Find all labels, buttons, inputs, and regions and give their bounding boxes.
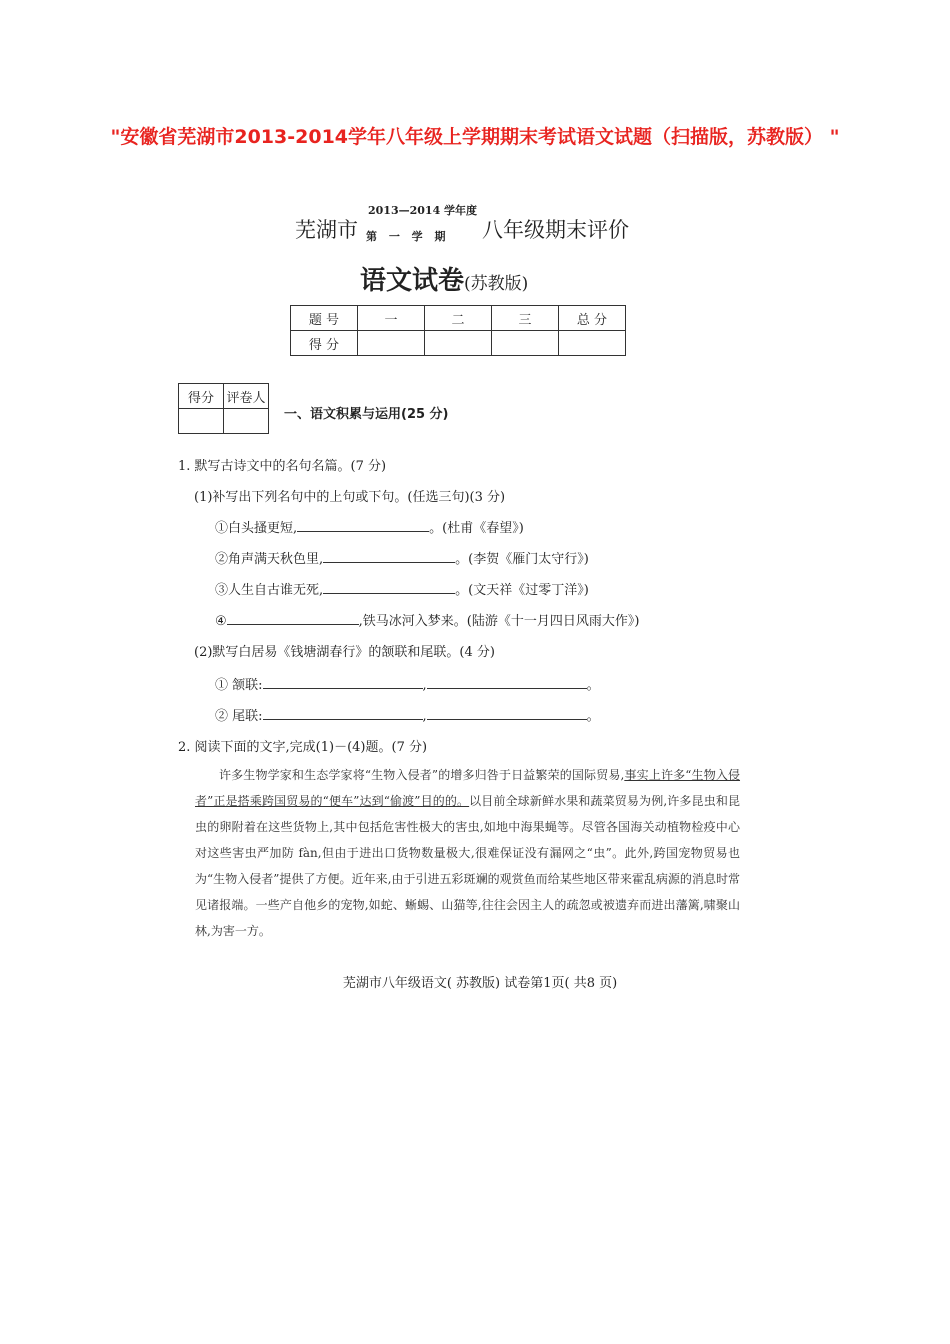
answer-blank[interactable] bbox=[297, 519, 429, 532]
answer-blank[interactable] bbox=[263, 707, 423, 720]
list-item: ③人生自古谁无死, 。(文天祥《过零丁洋》) bbox=[215, 583, 589, 598]
answer-blank[interactable] bbox=[263, 676, 423, 689]
list-item: ② 尾联: , 。 bbox=[215, 709, 600, 724]
table-cell bbox=[224, 409, 269, 434]
table-cell: 得 分 bbox=[291, 331, 358, 356]
paper-title: 语文试卷(苏教版) bbox=[360, 266, 529, 296]
table-row bbox=[179, 409, 269, 434]
table-cell: 二 bbox=[425, 306, 492, 331]
page-footer: 芜湖市八年级语文( 苏教版) 试卷第1页( 共8 页) bbox=[342, 976, 618, 991]
q1-sub2: (2)默写白居易《钱塘湖春行》的颔联和尾联。(4 分) bbox=[194, 645, 495, 660]
table-cell: 总 分 bbox=[559, 306, 626, 331]
answer-blank[interactable] bbox=[227, 612, 359, 625]
answer-blank[interactable] bbox=[427, 676, 587, 689]
q1-sub1: (1)补写出下列名句中的上句或下句。(任选三句)(3 分) bbox=[194, 490, 506, 505]
answer-blank[interactable] bbox=[427, 707, 587, 720]
table-cell bbox=[559, 331, 626, 356]
list-item: ②角声满天秋色里, 。(李贺《雁门太守行》) bbox=[215, 552, 589, 567]
scanned-exam-page bbox=[160, 190, 800, 1005]
table-cell: 一 bbox=[358, 306, 425, 331]
header-year: 2013—2014 学年度 bbox=[368, 204, 478, 217]
answer-blank[interactable] bbox=[323, 581, 455, 594]
table-cell: 得分 bbox=[179, 384, 224, 409]
table-cell: 题 号 bbox=[291, 306, 358, 331]
table-cell: 评卷人 bbox=[224, 384, 269, 409]
answer-blank[interactable] bbox=[323, 550, 455, 563]
table-row bbox=[291, 331, 626, 356]
grader-table bbox=[178, 383, 269, 434]
reading-passage bbox=[195, 762, 740, 944]
table-cell: 三 bbox=[492, 306, 559, 331]
table-cell bbox=[179, 409, 224, 434]
paper-edition: (苏教版) bbox=[464, 274, 529, 294]
table-row bbox=[179, 384, 269, 409]
header-city: 芜湖市 bbox=[295, 218, 358, 242]
underlined-sentence: 事实上许多“生物入侵者”正是搭乘跨国贸易的“便车”达到“偷渡”目的的。 bbox=[195, 768, 741, 808]
document-title: "安徽省芜湖市2013-2014学年八年级上学期期末考试语文试题（扫描版，苏教版） " bbox=[110, 126, 840, 148]
table-cell bbox=[425, 331, 492, 356]
passage-paragraph: 许多生物学家和生态学家将“生物入侵者”的增多归咎于日益繁荣的国际贸易,事实上许多“生物入侵者”正是搭乘跨国贸易的“便车”达到“偷渡”目的的。以目前全球新鲜水果和蔬菜贸易为例,许多昆虫和昆虫的卵附着在这些货物上,其中包括危害性极大的害虫,如地中海果蝇等。尽管各国海关动植物检疫中心对这些害虫严加防 fàn,但由于进出口货物数量极大,很难保证没有漏网之“虫”。此外,跨国宠物贸易也为“生物入侵者”提供了方便。近年来,由于引进五彩斑斓的观赏鱼而给某些地区带来霍乱病源的消息时常见诸报端。一些产自他乡的宠物,如蛇、蜥蜴、山猫等,往往会因主人的疏忽或被遗弃而进出藩篱,啸聚山林,为害一方。 bbox=[195, 768, 741, 938]
table-row bbox=[291, 306, 626, 331]
list-item: ④ ,铁马冰河入梦来。(陆游《十一月四日风雨大作》) bbox=[215, 614, 640, 629]
header-grade: 八年级期末评价 bbox=[482, 218, 629, 242]
score-table bbox=[290, 305, 626, 356]
header-term: 第 一 学 期 bbox=[366, 230, 450, 243]
table-cell bbox=[492, 331, 559, 356]
list-item: ① 颔联: , 。 bbox=[215, 678, 600, 693]
section-heading: 一、语文积累与运用(25 分) bbox=[284, 407, 449, 422]
q2-title: 2. 阅读下面的文字,完成(1)－(4)题。(7 分) bbox=[178, 740, 428, 755]
list-item: ①白头搔更短, 。(杜甫《春望》) bbox=[215, 521, 524, 536]
table-cell bbox=[358, 331, 425, 356]
q1-title: 1. 默写古诗文中的名句名篇。(7 分) bbox=[178, 459, 387, 474]
